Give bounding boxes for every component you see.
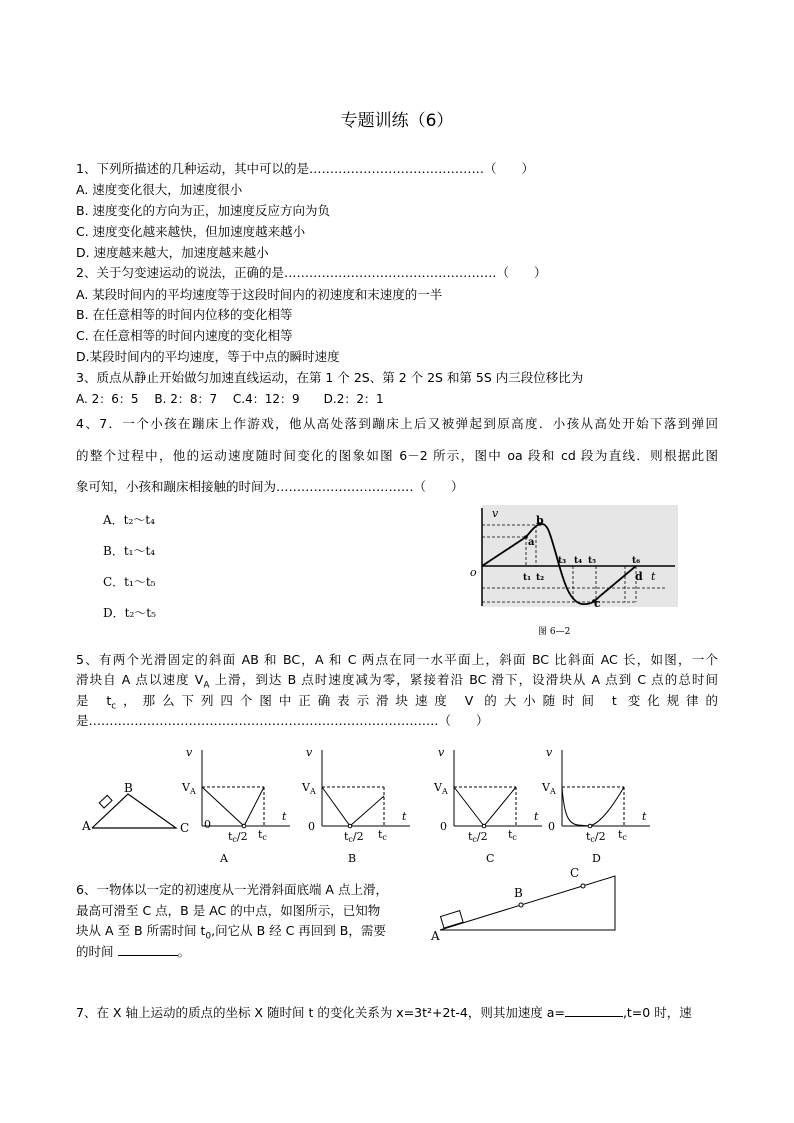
q2-option-b: B. 在任意相等的时间内位移的变化相等 [76, 307, 293, 322]
svg-text:VA: $V_A$ [302, 781, 316, 796]
q7-line: 7、在 X 轴上运动的质点的坐标 X 随时间 t 的变化关系为 x=3t²+2t-4，则其加速度 a= ,t=0 时，速 [76, 1005, 692, 1020]
q6-line-4: 的时间 。 [76, 944, 191, 959]
q5-graph-d [540, 744, 660, 869]
q4-line-2: 的整个过程中，他的运动速度随时间变化的图象如图 6－2 所示，图中 oa 段和 cd 段为直线．则根据此图 [76, 448, 718, 463]
graph-origin-label: o [470, 566, 477, 579]
q4-option-b: B．t₁～t₄ [103, 544, 156, 558]
svg-text:t: t [534, 810, 539, 823]
svg-text:t: t [402, 810, 407, 823]
q1-option-b: B. 速度变化的方向为正，加速度反应方向为负 [76, 203, 331, 218]
q6-a-label: A [431, 929, 440, 943]
incline-b-label: B [124, 781, 133, 795]
q5-graph-a [180, 744, 300, 869]
svg-text:v: v [438, 746, 445, 759]
q4-line-1: 4、7．一个小孩在蹦床上作游戏，他从高处落到蹦床上后又被弹起到原高度．小孩从高处开始下落到弹回 [76, 416, 718, 431]
svg-text:t: t [282, 810, 287, 823]
q4-option-d: D．t₂～t₅ [103, 606, 156, 620]
q6-incline-figure [428, 862, 623, 944]
q6-c-label: C [570, 866, 580, 880]
q7-acceleration-blank[interactable] [565, 1004, 623, 1017]
svg-text:tc/2: tc/2 [228, 830, 248, 844]
graph-a-label: A [220, 852, 228, 865]
svg-text:v: v [546, 746, 553, 759]
q6-answer-blank[interactable] [118, 943, 178, 956]
point-d-label: d [635, 570, 643, 583]
q5-line-4: 是…………………………………………………………………………（ ） [76, 713, 489, 728]
point-b-label: b [536, 514, 544, 527]
graph-v-label: v [492, 507, 499, 520]
graph-b-label: B [348, 852, 357, 865]
t4-label: t₄ [574, 556, 583, 566]
q2-stem: 2、关于匀变速运动的说法，正确的是……………………………………………（ ） [76, 265, 547, 280]
q5-graph-b [300, 744, 420, 869]
q4-velocity-graph [470, 500, 680, 640]
svg-text:tc: tc [618, 828, 627, 842]
t5-label: t₅ [588, 556, 597, 566]
svg-text:t: t [642, 810, 647, 823]
svg-text:0: 0 [440, 820, 447, 833]
svg-text:tc: tc [508, 828, 517, 842]
q4-option-c: C．t₁～t₅ [103, 575, 156, 589]
q6-line-2: 最高可滑至 C 点，B 是 AC 的中点，如图所示，已知物 [76, 903, 381, 918]
q5-graph-c [432, 744, 552, 869]
svg-text:0: 0 [204, 818, 211, 831]
graph-t-label: t [651, 570, 656, 583]
svg-text:tc: tc [258, 828, 267, 842]
q2-option-c: C. 在任意相等的时间内速度的变化相等 [76, 328, 293, 343]
svg-text:v: v [306, 746, 313, 759]
incline-c-label: C [180, 821, 190, 835]
graph-d-label: D [592, 852, 601, 865]
page-title: 专题训练（6） [340, 111, 454, 131]
svg-text:tc/2: tc/2 [344, 830, 364, 844]
q4-option-a: A．t₂～t₄ [103, 513, 155, 527]
t2-label: t₂ [536, 573, 545, 583]
t3-label: t₃ [558, 556, 567, 566]
incline-a-label: A [82, 819, 91, 833]
q2-option-a: A. 某段时间内的平均速度等于这段时间内的初速度和末速度的一半 [76, 287, 443, 302]
graph-c-label: C [486, 852, 495, 865]
q5-line-1: 5、有两个光滑固定的斜面 AB 和 BC，A 和 C 两点在同一水平面上，斜面 BC 比斜面 AC 长，如图，一个 [76, 652, 718, 667]
svg-text:VA: $V_A$ [542, 781, 556, 796]
q6-b-label: B [514, 886, 523, 900]
q6-line-1: 6、一物体以一定的初速度从一光滑斜面底端 A 点上滑， [76, 882, 388, 897]
q2-option-d: D.某段时间内的平均速度，等于中点的瞬时速度 [76, 349, 340, 364]
svg-text:tc/2: tc/2 [586, 830, 606, 844]
svg-text:tc/2: tc/2 [468, 830, 488, 844]
svg-text:tc: tc [378, 828, 387, 842]
q5-line-2: 滑块自 A 点以速度 $V_A$ 上滑，到达 B 点时速度减为零，紧接着沿 BC 滑下，设滑块从 A 点到 C 点的总时间 [76, 672, 718, 691]
t6-label: t₆ [632, 556, 641, 566]
point-a-label: a [528, 537, 535, 548]
svg-text:0: 0 [548, 820, 555, 833]
q4-line-3: 象可知，小孩和蹦床相接触的时间为……………………………（ ） [76, 479, 464, 494]
q3-stem: 3、质点从静止开始做匀加速直线运动，在第 1 个 2S、第 2 个 2S 和第 5S 内三段位移比为 [76, 370, 584, 385]
q3-options: A. 2：6：5 B. 2：8：7 C.4：12：9 D.2：2：1 [76, 392, 384, 406]
q5-line-3: 是 $t_c$，那么下列四个图中正确表示滑块速度 V 的大小随时间 t 变化规律的 [76, 693, 718, 712]
svg-text:0: 0 [308, 820, 315, 833]
q6-line-3: 块从 A 至 B 所需时间 $t_0$,问它从 B 经 C 再回到 B，需要 [76, 923, 386, 942]
svg-text:VA: $V_A$ [182, 781, 196, 796]
q1-option-d: D. 速度越来越大，加速度越来越小 [76, 245, 269, 260]
point-c-label: c [594, 597, 601, 610]
figure-caption: 图 6—2 [538, 627, 571, 637]
svg-text:VA: $V_A$ [434, 781, 448, 796]
q1-option-a: A. 速度变化很大，加速度很小 [76, 182, 243, 197]
t1-label: t₁ [523, 573, 532, 583]
q1-stem: 1、下列所描述的几种运动，其中可以的是……………………………………（ ） [76, 161, 534, 176]
svg-text:v: v [186, 746, 193, 759]
q1-option-c: C. 速度变化越来越快，但加速度越来越小 [76, 224, 306, 239]
